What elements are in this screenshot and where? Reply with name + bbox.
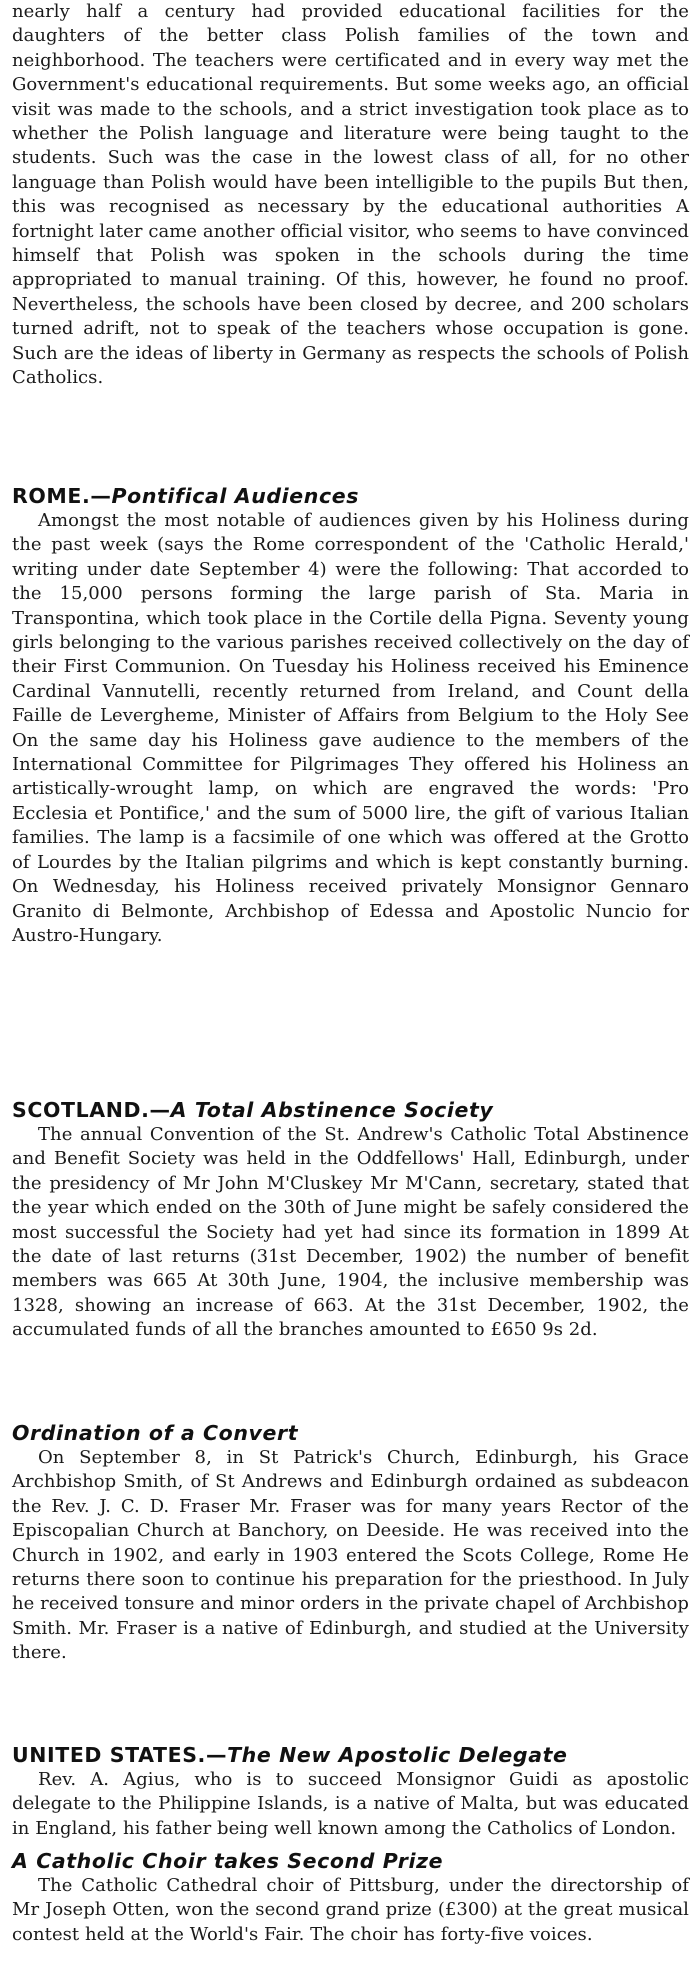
- section-title: Pontifical Audiences: [111, 484, 360, 508]
- section-heading: [12, 1420, 689, 1446]
- section-heading: [12, 1848, 689, 1874]
- section-scotland: [12, 1097, 689, 1343]
- intro-article: [12, 0, 689, 391]
- section-heading: [12, 1742, 689, 1768]
- section-title: A Catholic Choir takes Second Prize: [12, 1849, 444, 1873]
- section-dash: —: [205, 1743, 228, 1767]
- section-place: UNITED STATES.: [12, 1743, 206, 1767]
- section-body: Rev. A. Agius, who is to succeed Monsignor Guidi as apostolic delegate to the Philippine Islands, is a native of Malta, but was educated in England, his father being well known among the Catholics of London.: [12, 1769, 689, 1839]
- section-place: SCOTLAND.: [12, 1098, 150, 1122]
- intro-paragraph: nearly half a century had provided educational facilities for the daughters of the better class Polish families of the town and neighborhood. The teachers were certificated and in every way met the Government's educational requirements. But some weeks ago, an official visit was made to the schools, and a strict investigation took place as to whether the Polish language and literature were being taught to the students. Such was the case in the lowest class of all, for no other language than Polish would have been intelligible to the pupils But then, this was recognised as necessary by the educational authorities A fortnight later came another official visitor, who seems to have convinced himself that Polish was spoken in the schools during the time appropriated to manual training. Of this, however, he found no proof. Nevertheless, the schools have been closed by decree, and 200 scholars turned adrift, not to speak of the teachers whose occupation is gone. Such are the ideas of liberty in Germany as respects the schools of Polish Catholics.: [12, 1, 689, 389]
- section-dash: —: [90, 484, 112, 508]
- section-united-states: [12, 1742, 689, 1841]
- section-choir: [12, 1848, 689, 1947]
- section-dash: —: [149, 1098, 171, 1122]
- section-body: The Catholic Cathedral choir of Pittsburg, under the directorship of Mr Joseph Otten, won the second grand prize (£300) at the great musical contest held at the World's Fair. The choir has forty-five voices.: [12, 1875, 689, 1945]
- section-title: The New Apostolic Delegate: [227, 1743, 568, 1767]
- section-body: Amongst the most notable of audiences given by his Holiness during the past week (says the Rome correspondent of the 'Catholic Herald,' writing under date September 4) were the following: That accorded to the 15,000 persons forming the large parish of Sta. Maria in Transpontina, which took place in the Cortile della Pigna. Seventy young girls belonging to the various parishes received collectively on the day of their First Communion. On Tuesday his Holiness received his Eminence Cardinal Vannutelli, recently returned from Ireland, and Count della Faille de Levergheme, Minister of Affairs from Belgium to the Holy See On the same day his Holiness gave audience to the members of the International Committee for Pilgrimages They offered his Holiness an artistically-wrought lamp, on which are engraved the words: 'Pro Ecclesia et Pontifice,' and the sum of 5000 lire, the gift of various Italian families. The lamp is a facsimile of one which was offered at the Grotto of Lourdes by the Italian pilgrims and which is kept constantly burning. On Wednesday, his Holiness received privately Monsignor Gennaro Granito di Belmonte, Archbishop of Edessa and Apostolic Nuncio for Austro-Hungary.: [12, 510, 689, 946]
- section-ordination: [12, 1420, 689, 1666]
- section-title: Ordination of a Convert: [12, 1421, 299, 1445]
- section-place: ROME.: [12, 484, 91, 508]
- section-body: On September 8, in St Patrick's Church, Edinburgh, his Grace Archbishop Smith, of St Andrews and Edinburgh ordained as subdeacon the Rev. J. C. D. Fraser Mr. Fraser was for many years Rector of the Episcopalian Church at Banchory, on Deeside. He was received into the Church in 1902, and early in 1903 entered the Scots College, Rome He returns there soon to continue his preparation for the priesthood. In July he received tonsure and minor orders in the private chapel of Archbishop Smith. Mr. Fraser is a native of Edinburgh, and studied at the University there.: [12, 1447, 689, 1664]
- section-rome: [12, 483, 689, 948]
- section-body: The annual Convention of the St. Andrew's Catholic Total Abstinence and Benefit Society was held in the Oddfellows' Hall, Edinburgh, under the presidency of Mr John M'Cluskey Mr M'Cann, secretary, stated that the year which ended on the 30th of June might be safely considered the most successful the Society had yet had since its formation in 1899 At the date of last returns (31st December, 1902) the number of benefit members was 665 At 30th June, 1904, the inclusive membership was 1328, showing an increase of 663. At the 31st December, 1902, the accumulated funds of all the branches amounted to £650 9s 2d.: [12, 1124, 689, 1341]
- section-heading: [12, 1097, 689, 1123]
- section-title: A Total Abstinence Society: [170, 1098, 494, 1122]
- section-heading: [12, 483, 689, 509]
